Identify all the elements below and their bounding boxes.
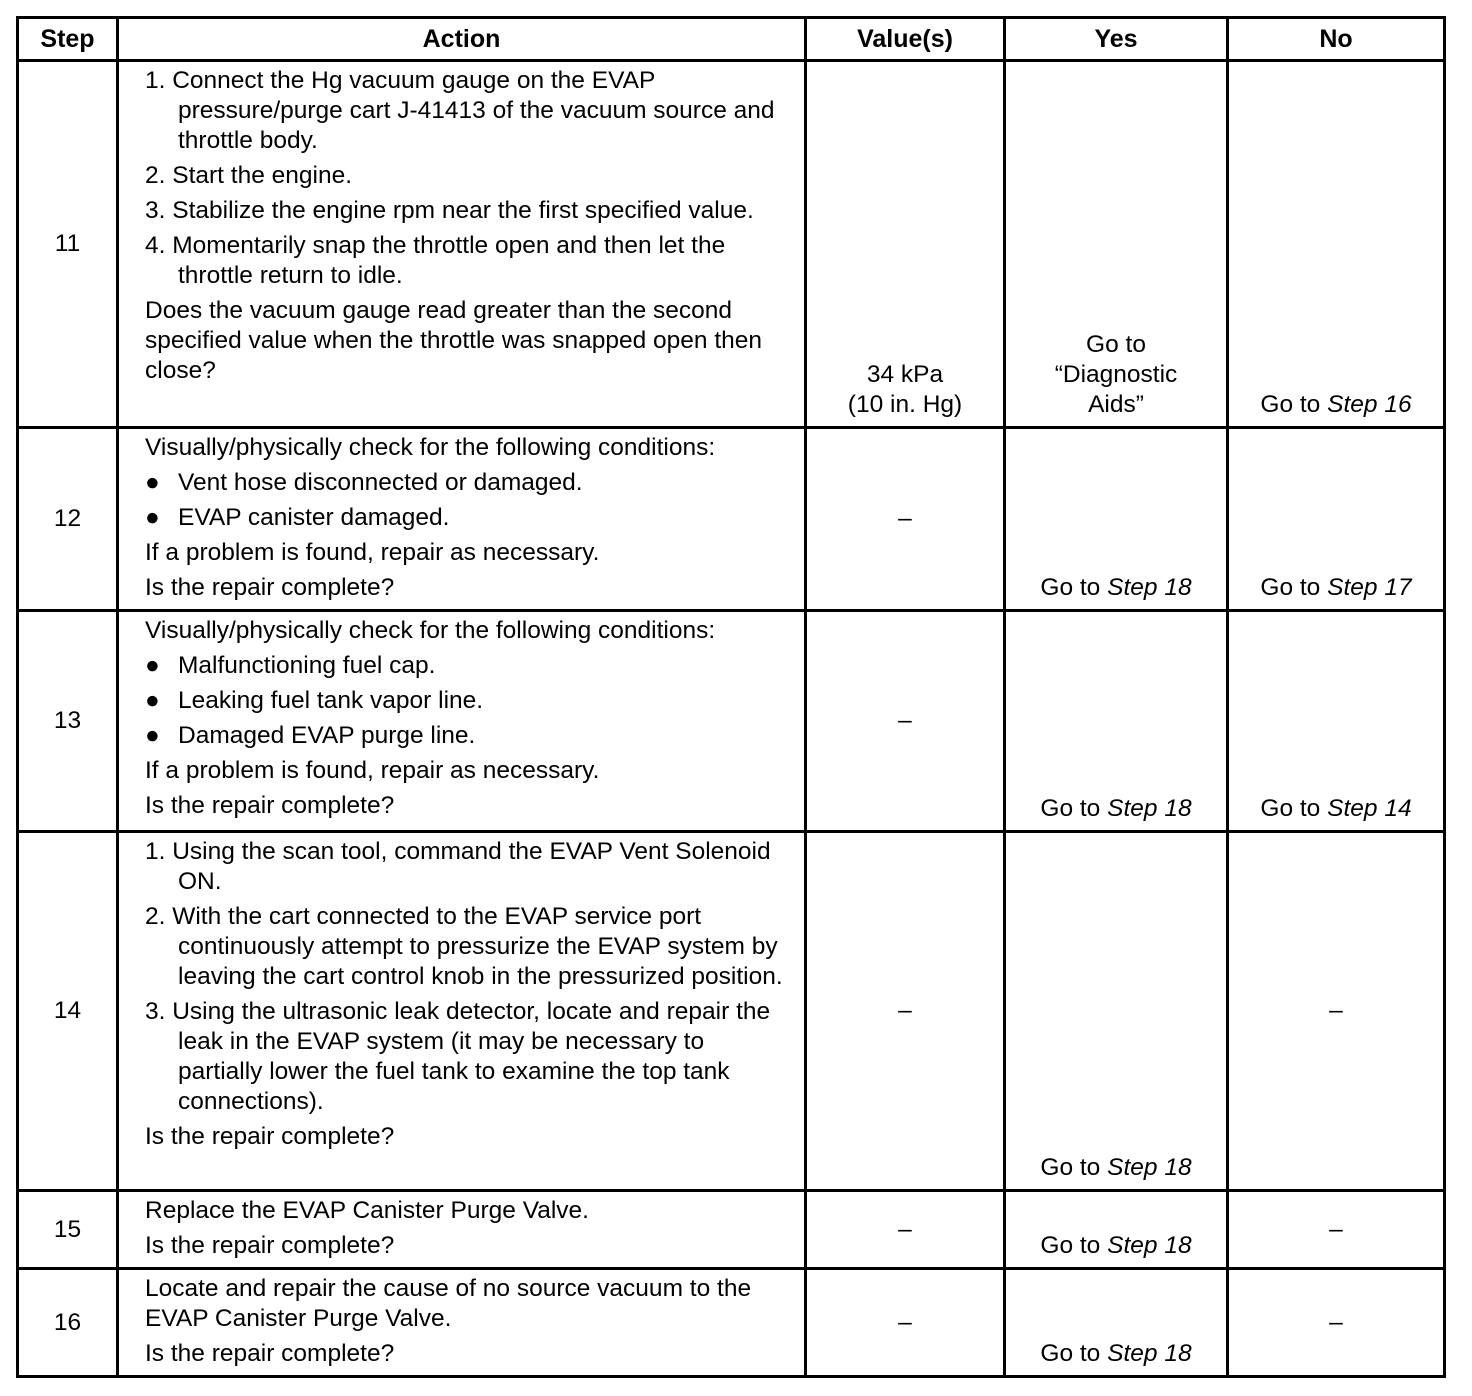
yes-line: Go to (1086, 331, 1146, 358)
action-repair: If a problem is found, repair as necessary. (145, 539, 600, 566)
yes-prefix: Go to (1040, 1340, 1101, 1367)
yes-step-ref: Step 18 (1107, 1154, 1192, 1181)
action-cell (118, 611, 806, 832)
value-cell: – (806, 1269, 1005, 1377)
step-number: 15 (18, 1191, 118, 1269)
action-cell (118, 61, 806, 428)
yes-step-ref: Step 18 (1107, 1232, 1192, 1259)
bullet-icon: ● (145, 687, 160, 714)
action-item: 1. Connect the Hg vacuum gauge on the EVAP pressure/purge cart J-41413 of the vacuum source and throttle body. (145, 67, 775, 154)
action-item: 3. Using the ultrasonic leak detector, locate and repair the leak in the EVAP system (it may be necessary to partially lower the fuel tank to examine the top tank connections). (145, 998, 771, 1115)
value-line: 34 kPa (866, 361, 944, 388)
action-bullet: ● Malfunctioning fuel cap. (145, 652, 436, 679)
diagnostic-table (16, 16, 1446, 1378)
value-cell: – (806, 611, 1005, 832)
no-cell: – (1228, 832, 1445, 1191)
yes-prefix: Go to (1040, 1154, 1101, 1181)
action-item: 3. Stabilize the engine rpm near the first specified value. (145, 197, 754, 224)
action-bullet: ● Leaking fuel tank vapor line. (145, 687, 484, 714)
no-step-ref: Step 17 (1327, 574, 1412, 601)
value-cell: – (806, 832, 1005, 1191)
action-question: Is the repair complete? (145, 1123, 395, 1150)
bullet-icon: ● (145, 469, 160, 496)
action-cell (118, 832, 806, 1191)
value-cell: – (806, 428, 1005, 611)
table-row (18, 832, 1445, 1191)
no-step-ref: Step 16 (1327, 391, 1412, 418)
yes-prefix: Go to (1040, 574, 1101, 601)
action-bullet: ● Damaged EVAP purge line. (145, 722, 476, 749)
action-question: Is the repair complete? (145, 792, 395, 819)
action-question: Does the vacuum gauge read greater than the second specified value when the throttle was snapped open then close? (145, 297, 763, 384)
action-cell (118, 1269, 806, 1377)
action-item: 2. With the cart connected to the EVAP service port continuously attempt to pressurize the EVAP system by leaving the cart control knob in the pressurized position. (145, 903, 783, 990)
no-prefix: Go to (1260, 574, 1321, 601)
bullet-icon: ● (145, 652, 160, 679)
action-bullet: ● EVAP canister damaged. (145, 504, 450, 531)
no-cell: – (1228, 1269, 1445, 1377)
table-row (18, 1191, 1445, 1269)
no-cell (1228, 611, 1445, 832)
action-question: Is the repair complete? (145, 574, 395, 601)
yes-cell (1005, 832, 1228, 1191)
action-intro: Visually/physically check for the following conditions: (145, 434, 716, 461)
yes-line: “Diagnostic (1054, 361, 1178, 388)
header-step: Step (18, 18, 118, 61)
action-cell (118, 1191, 806, 1269)
yes-cell (1005, 1191, 1228, 1269)
header-row (18, 18, 1445, 61)
action-question: Is the repair complete? (145, 1340, 395, 1367)
header-no: No (1228, 18, 1445, 61)
table-row (18, 1269, 1445, 1377)
table-row (18, 428, 1445, 611)
bullet-icon: ● (145, 504, 160, 531)
header-yes: Yes (1005, 18, 1228, 61)
yes-line: Aids” (1088, 391, 1144, 418)
step-number: 14 (18, 832, 118, 1191)
no-prefix: Go to (1260, 391, 1321, 418)
action-intro: Visually/physically check for the following conditions: (145, 617, 716, 644)
yes-prefix: Go to (1040, 795, 1101, 822)
no-step-ref: Step 14 (1327, 795, 1412, 822)
action-cell (118, 428, 806, 611)
header-values: Value(s) (806, 18, 1005, 61)
action-item: 4. Momentarily snap the throttle open and then let the throttle return to idle. (145, 232, 726, 289)
yes-step-ref: Step 18 (1107, 1340, 1192, 1367)
action-item: 2. Start the engine. (145, 162, 353, 189)
action-bullet: ● Vent hose disconnected or damaged. (145, 469, 583, 496)
yes-cell (1005, 61, 1228, 428)
yes-cell (1005, 1269, 1228, 1377)
value-cell: – (806, 1191, 1005, 1269)
value-cell (806, 61, 1005, 428)
bullet-icon: ● (145, 722, 160, 749)
no-cell: – (1228, 1191, 1445, 1269)
no-cell (1228, 428, 1445, 611)
yes-step-ref: Step 18 (1107, 574, 1192, 601)
table-row (18, 611, 1445, 832)
header-action: Action (118, 18, 806, 61)
action-line: Replace the EVAP Canister Purge Valve. (145, 1197, 589, 1224)
no-cell (1228, 61, 1445, 428)
action-item: 1. Using the scan tool, command the EVAP Vent Solenoid ON. (145, 838, 771, 895)
action-question: Is the repair complete? (145, 1232, 395, 1259)
yes-cell (1005, 611, 1228, 832)
step-number: 16 (18, 1269, 118, 1377)
action-line: Locate and repair the cause of no source vacuum to the EVAP Canister Purge Valve. (145, 1275, 752, 1332)
yes-cell (1005, 428, 1228, 611)
step-number: 13 (18, 611, 118, 832)
step-number: 12 (18, 428, 118, 611)
action-repair: If a problem is found, repair as necessary. (145, 757, 600, 784)
value-line: (10 in. Hg) (847, 391, 963, 418)
yes-step-ref: Step 18 (1107, 795, 1192, 822)
yes-prefix: Go to (1040, 1232, 1101, 1259)
table-row (18, 61, 1445, 428)
no-prefix: Go to (1260, 795, 1321, 822)
step-number: 11 (18, 61, 118, 428)
